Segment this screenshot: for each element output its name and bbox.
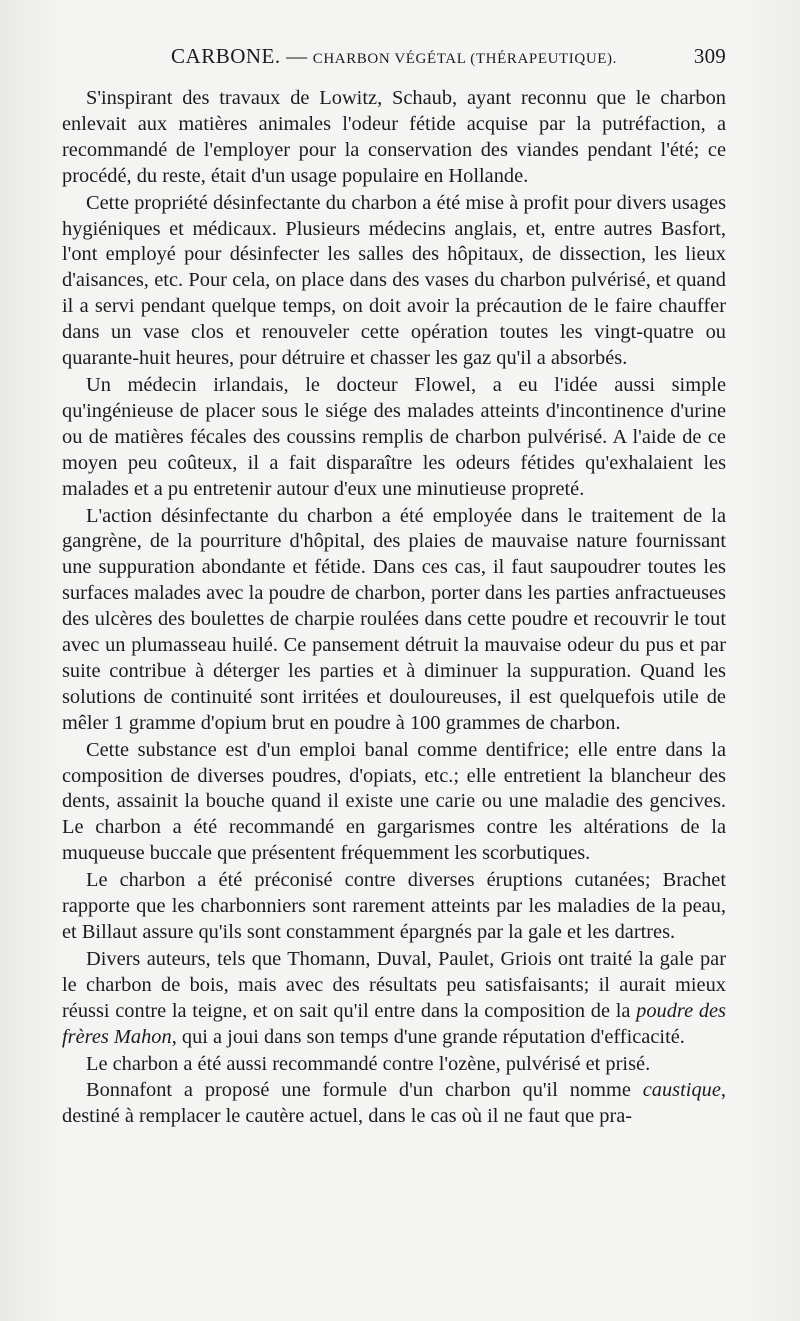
running-header: [62, 44, 726, 74]
paragraph-text: Bonnafont a proposé une formule d'un charbon qu'il nomme: [86, 1079, 643, 1102]
paragraph-text: Divers auteurs, tels que Thomann, Duval, Paulet, Griois ont traité la gale par le charbon de bois, mais avec des résultats peu satisfaisants; il aurait mieux réussi contre la teigne, et on sait qu'il entre dans la composition de la: [62, 947, 726, 1022]
italic-term: caustique: [642, 1079, 721, 1102]
paragraph: Cette substance est d'un emploi banal comme dentifrice; elle entre dans la composition de diverses poudres, d'opiats, etc.; elle entretient la blancheur des dents, assainit la bouche quand il existe une carie ou une maladie des gencives. Le charbon a été recommandé en gargarismes contre les altérations de la muqueuse buccale que présentent fréquemment les scorbutiques.: [62, 738, 726, 865]
paragraph: Le charbon a été aussi recommandé contre l'ozène, pulvérisé et prisé.: [86, 1052, 651, 1075]
paragraph-text: , destiné à remplacer le cautère actuel, dans le cas où il ne faut que pra-: [62, 1079, 726, 1128]
running-title: [62, 44, 726, 69]
paragraph: L'action désinfectante du charbon a été employée dans le traitement de la gangrène, de la pourriture d'hôpital, des plaies de mauvaise nature fournissant une suppuration abondante et fétide. Dans ces cas, il faut saupoudrer toutes les surfaces malades avec la poudre de charbon, porter dans les parties anfractueuses des ulcères des boulettes de charpie roulées dans cette poudre et recouvrir le tout avec un plumasseau huilé. Ce pansement détruit la mauvaise odeur du pus et par suite contribue à déterger les parties et à diminuer la suppuration. Quand les solutions de continuité sont irritées et douloureuses, il est quelquefois utile de mêler 1 gramme d'opium brut en poudre à 100 grammes de charbon.: [62, 504, 726, 734]
header-subtitle: CHARBON VÉGÉTAL (THÉRAPEUTIQUE).: [312, 51, 617, 67]
page-number: 309: [693, 44, 726, 68]
paragraph: Cette propriété désinfectante du charbon a été mise à profit pour divers usages hygiéniques et médicaux. Plusieurs médecins anglais, et, entre autres Basfort, l'ont employé pour désinfecter les salles des hôpitaux, de dissection, les lieux d'aisances, etc. Pour cela, on place dans des vases du charbon pulvérisé, et quand il a servi pendant quelque temps, on doit avoir la précaution de le faire chauffer dans un vase clos et renouveler cette opération toutes les vingt-quatre ou quarante-huit heures, pour détruire et chasser les gaz qu'il a absorbés.: [62, 191, 726, 370]
paragraph: [62, 1078, 726, 1130]
paragraph: S'inspirant des travaux de Lowitz, Schaub, ayant reconnu que le charbon enlevait aux matières animales l'odeur fétide acquise par la putréfaction, a recommandé de l'employer pour la conservation des viandes pendant l'été; ce procédé, du reste, était d'un usage populaire en Hollande.: [62, 87, 726, 187]
paragraph: Le charbon a été préconisé contre diverses éruptions cutanées; Brachet rapporte que les charbonniers sont rarement atteints par les maladies de la peau, et Billaut assure qu'ils sont constamment épargnés par la gale et les dartres.: [62, 869, 726, 943]
paragraph: Un médecin irlandais, le docteur Flowel, a eu l'idée aussi simple qu'ingénieuse de placer sous le siége des malades atteints d'incontinence d'urine ou de matières fécales des coussins remplis de charbon pulvérisé. A l'aide de ce moyen peu coûteux, il a fait disparaître les odeurs fétides qu'exhalaient les malades et a pu entretenir autour d'eux une minutieuse propreté.: [62, 373, 726, 500]
body-text: [62, 86, 726, 1130]
header-dash: —: [286, 44, 308, 68]
header-title-main: CARBONE.: [171, 44, 281, 68]
paragraph-text: , qui a joui dans son temps d'une grande réputation d'efficacité.: [171, 1025, 685, 1048]
italic-title: poudre des frères Mahon: [62, 999, 726, 1048]
paragraph: [62, 947, 726, 1051]
